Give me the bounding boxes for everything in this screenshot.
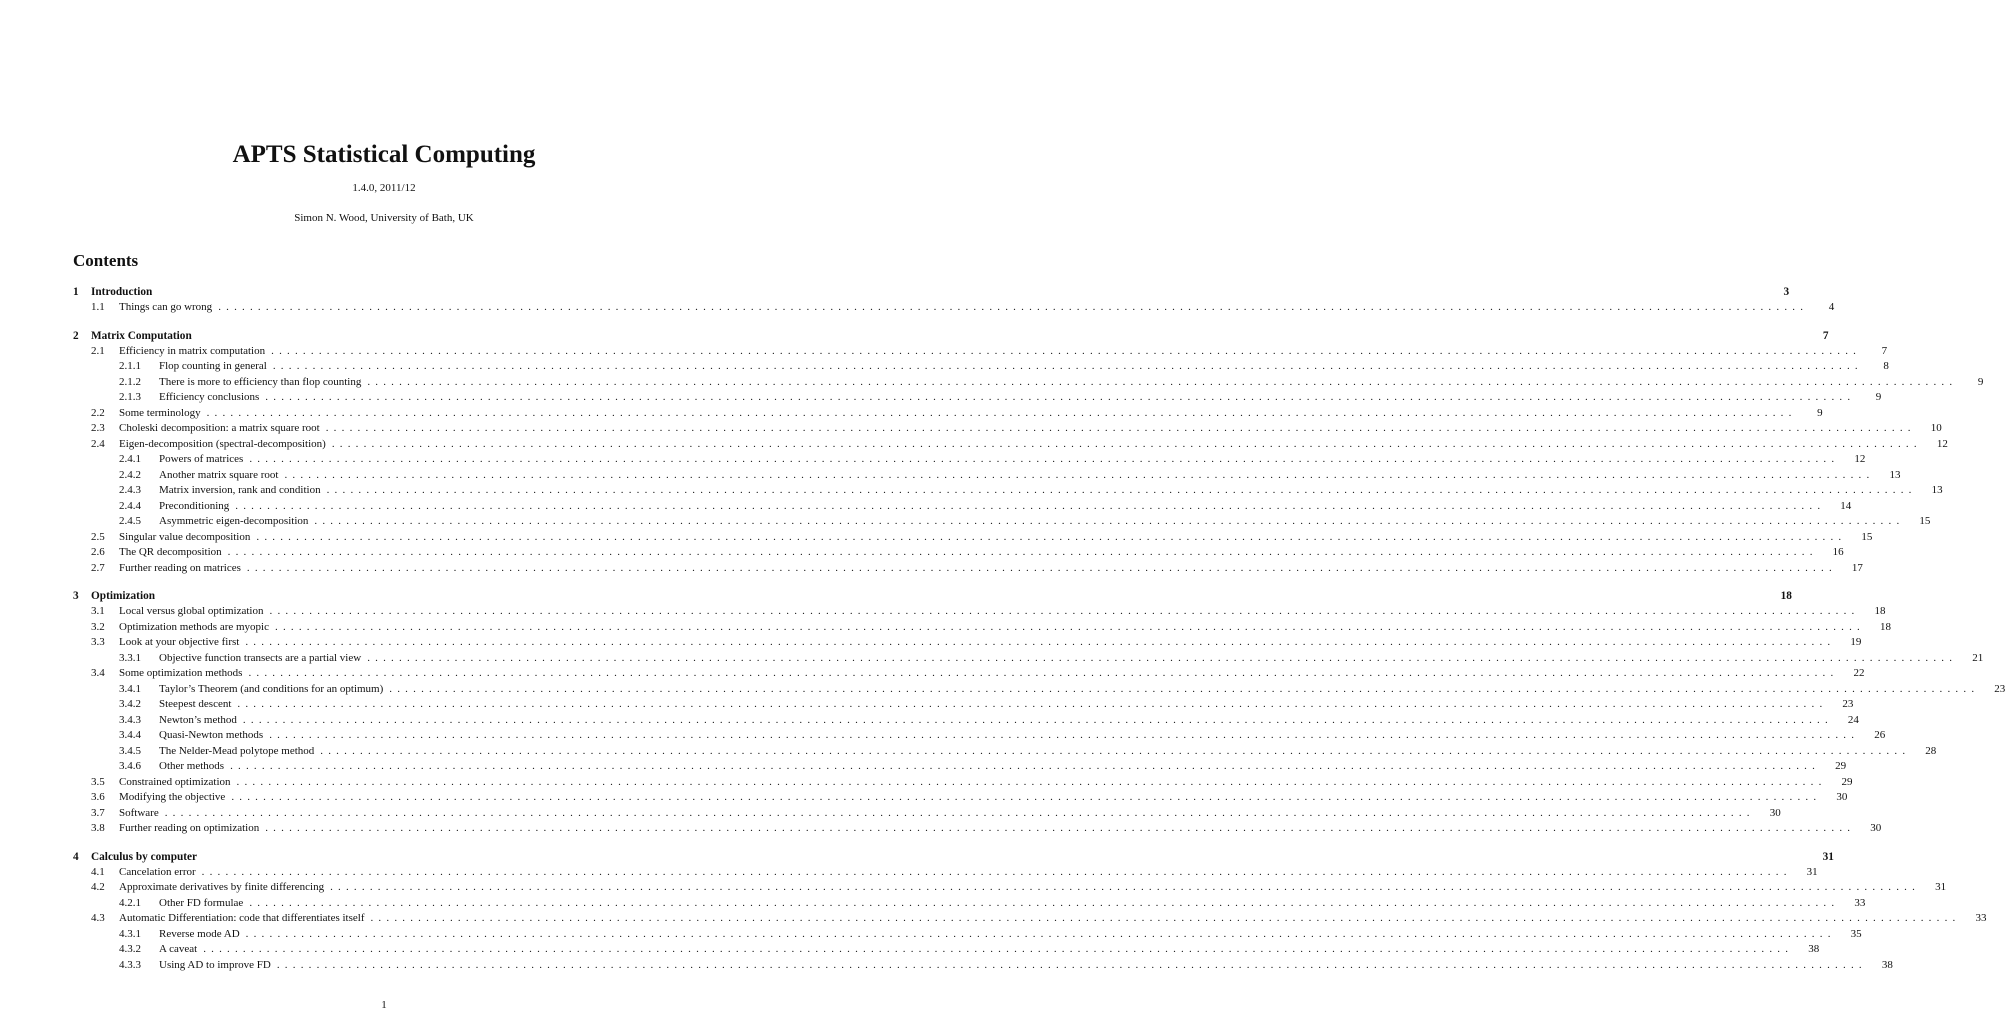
toc-title: Software <box>119 806 159 819</box>
toc-title: A caveat <box>159 943 198 955</box>
toc-subsection-entry[interactable] <box>73 896 1866 912</box>
toc-number: 2.1.3 <box>119 391 141 403</box>
toc-number: 3.5 <box>91 775 105 788</box>
toc-title: Introduction <box>91 286 153 298</box>
toc-page-number: 35 <box>1850 927 1862 940</box>
toc-leader-dots: ........................................................................................................................................................................................................ <box>330 881 1921 893</box>
toc-section-entry[interactable] <box>73 406 1823 422</box>
toc-subsection-entry[interactable] <box>73 682 2005 698</box>
toc-title: Eigen-decomposition (spectral-decomposition) <box>119 437 326 450</box>
toc-leader-dots: ........................................................................................................................................................................................................ <box>203 943 1794 955</box>
toc-page-number: 15 <box>1919 515 1931 527</box>
toc-number: 4.3.1 <box>119 927 141 940</box>
toc-subsection-entry[interactable] <box>73 713 1859 729</box>
toc-leader-dots: ........................................................................................................................................................................................................ <box>248 667 1839 679</box>
toc-title: Approximate derivatives by finite differencing <box>119 881 325 893</box>
toc-leader-dots: ........................................................................................................................................................................................................ <box>237 698 1828 710</box>
toc-number: 4 <box>73 850 79 863</box>
toc-section-entry[interactable] <box>73 604 1886 620</box>
toc-title: Preconditioning <box>159 499 230 512</box>
toc-title: Quasi-Newton methods <box>159 729 264 741</box>
toc-number: 2.4.2 <box>119 468 141 481</box>
toc-page-number: 10 <box>1930 422 1942 434</box>
toc-number: 2.2 <box>91 406 105 419</box>
toc-page-number: 38 <box>1808 943 1820 955</box>
toc-page-number: 22 <box>1853 667 1865 679</box>
toc-title: Taylor’s Theorem (and conditions for an optimum) <box>159 682 384 695</box>
toc-subsection-entry[interactable] <box>73 958 1893 974</box>
toc-page-number: 24 <box>1847 713 1859 726</box>
toc-subsection-entry[interactable] <box>73 359 1889 375</box>
toc-leader-dots: ........................................................................................................................................................................................................ <box>236 775 1827 788</box>
toc-title: Singular value decomposition <box>119 530 251 543</box>
toc-title: Local versus global optimization <box>119 605 264 617</box>
toc-page-number: 18 <box>1874 605 1886 617</box>
toc-page-number: 9 <box>1875 391 1882 403</box>
toc-page-number: 4 <box>1828 301 1835 313</box>
toc-number: 4.2.1 <box>119 896 141 909</box>
toc-subsection-entry[interactable] <box>73 651 1984 667</box>
toc-leader-dots: ........................................................................................................................................................................................................ <box>201 865 1792 878</box>
toc-number: 4.3.3 <box>119 958 141 971</box>
toc-number: 3.4.1 <box>119 682 141 695</box>
toc-subsection-entry[interactable] <box>73 499 1852 515</box>
toc-leader-dots: ........................................................................................................................................................................................................ <box>249 896 1840 909</box>
toc-page-number: 21 <box>1972 651 1984 664</box>
toc-section-entry[interactable] <box>73 821 1882 837</box>
toc-number: 3.1 <box>91 605 105 617</box>
toc-title: Further reading on optimization <box>119 822 260 834</box>
toc-number: 4.1 <box>91 865 105 878</box>
toc-chapter <box>73 328 1984 577</box>
toc-title: Optimization methods are myopic <box>119 620 269 633</box>
toc-number: 1.1 <box>91 301 105 313</box>
toc-page-number: 30 <box>1836 791 1848 803</box>
toc-leader-dots: ........................................................................................................................................................................................................ <box>276 958 1867 971</box>
toc-page-number: 31 <box>1935 881 1947 893</box>
toc-page-number: 29 <box>1841 775 1853 788</box>
toc-page-number: 16 <box>1832 546 1844 558</box>
toc-page-number: 30 <box>1769 806 1781 819</box>
toc-number: 3.4.2 <box>119 698 141 710</box>
toc-number: 3.2 <box>91 620 105 633</box>
toc-leader-dots: ........................................................................................................................................................................................................ <box>367 651 1958 664</box>
toc-page-number: 30 <box>1870 822 1882 834</box>
toc-page-number: 28 <box>1925 744 1937 757</box>
toc-page-number: 19 <box>1850 636 1862 648</box>
toc-title: Objective function transects are a partial view <box>159 651 362 664</box>
toc-page-number: 7 <box>1881 344 1888 357</box>
toc-page-number: 38 <box>1881 958 1893 971</box>
toc-title: Cancelation error <box>119 865 196 878</box>
toc-number: 3 <box>73 590 79 602</box>
toc-title: The Nelder-Mead polytope method <box>159 744 315 757</box>
toc-page-number: 29 <box>1835 760 1847 772</box>
toc-subsection-entry[interactable] <box>73 942 1820 958</box>
toc-title: Flop counting in general <box>159 360 267 372</box>
toc-chapter-entry[interactable] <box>73 849 1834 865</box>
toc-page-number: 23 <box>1994 682 2005 695</box>
toc-number: 3.6 <box>91 791 105 803</box>
toc-page-number: 33 <box>1854 896 1866 909</box>
toc-section-entry[interactable] <box>73 300 1835 316</box>
toc-leader-dots: ........................................................................................................................................................................................................ <box>314 515 1905 527</box>
document-version: 1.4.0, 2011/12 <box>352 182 416 194</box>
toc-page-number: 7 <box>1822 329 1829 342</box>
toc-number: 1 <box>73 286 79 298</box>
toc-title: Other FD formulae <box>159 896 244 909</box>
toc-page-number: 13 <box>1931 484 1943 496</box>
toc-leader-dots: ........................................................................................................................................................................................................ <box>249 453 1840 465</box>
toc-title: Calculus by computer <box>91 850 198 863</box>
toc-leader-dots: ........................................................................................................................................................................................................ <box>230 760 1821 772</box>
toc-number: 2.6 <box>91 546 105 558</box>
toc-leader-dots: ........................................................................................................................................................................................................ <box>275 620 1865 633</box>
toc-title: Some terminology <box>119 406 201 419</box>
toc-page-number: 31 <box>1806 865 1818 878</box>
toc-number: 2.7 <box>91 561 105 574</box>
toc-title: Newton’s method <box>159 713 237 726</box>
toc-leader-dots: ........................................................................................................................................................................................................ <box>265 391 1856 403</box>
toc-title: Automatic Differentiation: code that differentiates itself <box>119 912 365 924</box>
toc-section-entry[interactable] <box>73 530 1873 546</box>
toc-subsection-entry[interactable] <box>73 759 1847 775</box>
toc-number: 2.1.2 <box>119 375 141 388</box>
toc-chapter-entry[interactable] <box>73 328 1829 344</box>
toc-section-entry[interactable] <box>73 421 1942 437</box>
toc-page-number: 23 <box>1842 698 1854 710</box>
toc-page-number: 18 <box>1780 590 1792 602</box>
toc-leader-dots: ........................................................................................................................................................................................................ <box>231 791 1822 803</box>
toc-title: Some optimization methods <box>119 667 243 679</box>
toc-title: Asymmetric eigen-decomposition <box>159 515 309 527</box>
toc-page-number: 18 <box>1880 620 1891 633</box>
toc-page-number: 12 <box>1936 437 1948 450</box>
toc-subsection-entry[interactable] <box>73 468 1901 484</box>
toc-chapter <box>73 849 1987 974</box>
toc-title: There is more to efficiency than flop counting <box>159 375 362 388</box>
toc-number: 4.3 <box>91 912 105 924</box>
toc-number: 4.2 <box>91 881 105 893</box>
toc-number: 2.5 <box>91 530 105 543</box>
toc-number: 2.3 <box>91 422 105 434</box>
toc-number: 3.8 <box>91 822 105 834</box>
toc-number: 3.4.4 <box>119 729 141 741</box>
toc-leader-dots: ........................................................................................................................................................................................................ <box>206 406 1797 419</box>
toc-title: Constrained optimization <box>119 775 231 788</box>
toc-leader-dots: ........................................................................................................................................................................................................ <box>245 636 1836 648</box>
toc-title: Choleski decomposition: a matrix square root <box>119 422 320 434</box>
toc-number: 3.7 <box>91 806 105 819</box>
toc-page-number: 31 <box>1822 850 1834 863</box>
toc-title: Reverse mode AD <box>159 927 240 940</box>
toc-title: Look at your objective first <box>119 636 240 648</box>
toc-section-entry[interactable] <box>73 911 1987 927</box>
toc-page-number: 17 <box>1851 561 1863 574</box>
document-title: APTS Statistical Computing <box>232 141 536 168</box>
table-of-contents <box>73 284 2005 985</box>
toc-number: 3.3.1 <box>119 651 141 664</box>
toc-section-entry[interactable] <box>73 635 1862 651</box>
toc-title: Matrix Computation <box>91 329 192 342</box>
toc-leader-dots: ........................................................................................................................................................................................................ <box>284 468 1875 481</box>
toc-section-entry[interactable] <box>73 790 1848 806</box>
toc-page-number: 26 <box>1874 729 1886 741</box>
toc-subsection-entry[interactable] <box>73 452 1866 468</box>
toc-title: Steepest descent <box>159 698 232 710</box>
toc-leader-dots: ........................................................................................................................................................................................................ <box>245 927 1836 940</box>
toc-chapter <box>73 588 2005 837</box>
toc-page-number: 13 <box>1889 468 1901 481</box>
toc-section-entry[interactable] <box>73 865 1818 881</box>
toc-leader-dots: ........................................................................................................................................................................................................ <box>271 344 1862 357</box>
toc-number: 3.4.5 <box>119 744 141 757</box>
toc-number: 2.4.5 <box>119 515 141 527</box>
toc-subsection-entry[interactable] <box>73 375 1984 391</box>
toc-subsection-entry[interactable] <box>73 744 1937 760</box>
toc-leader-dots: ........................................................................................................................................................................................................ <box>370 912 1961 924</box>
toc-number: 2.4.4 <box>119 499 141 512</box>
toc-page-number: 9 <box>1817 406 1823 419</box>
toc-number: 2 <box>73 329 79 342</box>
toc-number: 3.4.6 <box>119 760 141 772</box>
toc-page-number: 14 <box>1840 499 1852 512</box>
toc-leader-dots: ........................................................................................................................................................................................................ <box>218 301 1809 313</box>
toc-number: 2.1.1 <box>119 360 141 372</box>
toc-section-entry[interactable] <box>73 437 1948 453</box>
toc-leader-dots: ........................................................................................................................................................................................................ <box>164 806 1755 819</box>
toc-leader-dots: ........................................................................................................................................................................................................ <box>235 499 1826 512</box>
toc-leader-dots: ........................................................................................................................................................................................................ <box>331 437 1922 450</box>
toc-title: Further reading on matrices <box>119 561 241 574</box>
toc-page-number: 33 <box>1975 912 1987 924</box>
toc-subsection-entry[interactable] <box>73 514 1931 530</box>
toc-leader-dots: ........................................................................................................................................................................................................ <box>389 682 1980 695</box>
toc-leader-dots: ........................................................................................................................................................................................................ <box>265 822 1856 834</box>
toc-page-number: 9 <box>1977 375 1984 388</box>
toc-section-entry[interactable] <box>73 775 1853 791</box>
toc-leader-dots: ........................................................................................................................................................................................................ <box>325 422 1916 434</box>
page-number: 1 <box>381 999 387 1011</box>
toc-page-number: 3 <box>1783 286 1790 298</box>
toc-leader-dots: ........................................................................................................................................................................................................ <box>326 484 1917 496</box>
toc-leader-dots: ........................................................................................................................................................................................................ <box>242 713 1833 726</box>
toc-leader-dots: ........................................................................................................................................................................................................ <box>269 605 1860 617</box>
toc-number: 2.1 <box>91 344 105 357</box>
toc-leader-dots: ........................................................................................................................................................................................................ <box>320 744 1911 757</box>
toc-title: Optimization <box>91 590 156 602</box>
toc-title: Using AD to improve FD <box>159 958 271 971</box>
toc-leader-dots: ........................................................................................................................................................................................................ <box>269 729 1860 741</box>
toc-number: 3.3 <box>91 636 105 648</box>
toc-title: Another matrix square root <box>159 468 279 481</box>
toc-section-entry[interactable] <box>73 666 1865 682</box>
toc-page-number: 15 <box>1861 530 1873 543</box>
toc-title: Other methods <box>159 760 225 772</box>
toc-leader-dots: ........................................................................................................................................................................................................ <box>256 530 1847 543</box>
toc-section-entry[interactable] <box>73 806 1781 822</box>
toc-leader-dots: ........................................................................................................................................................................................................ <box>272 360 1863 372</box>
toc-page-number: 12 <box>1854 453 1866 465</box>
toc-page-number: 8 <box>1883 360 1889 372</box>
toc-title: Powers of matrices <box>159 453 244 465</box>
toc-title: Things can go wrong <box>119 301 213 313</box>
toc-title: Matrix inversion, rank and condition <box>159 484 321 496</box>
toc-number: 3.4 <box>91 667 105 679</box>
toc-section-entry[interactable] <box>73 620 1891 636</box>
toc-number: 4.3.2 <box>119 943 141 955</box>
toc-number: 3.4.3 <box>119 713 141 726</box>
toc-chapter-entry[interactable] <box>73 588 1792 604</box>
toc-section-entry[interactable] <box>73 545 1844 561</box>
toc-title: Efficiency conclusions <box>159 391 260 403</box>
toc-title: Efficiency in matrix computation <box>119 344 266 357</box>
toc-subsection-entry[interactable] <box>73 483 1943 499</box>
toc-leader-dots: ........................................................................................................................................................................................................ <box>246 561 1837 574</box>
document-author: Simon N. Wood, University of Bath, UK <box>294 212 474 224</box>
toc-section-entry[interactable] <box>73 344 1888 360</box>
toc-section-entry[interactable] <box>73 880 1947 896</box>
toc-title: The QR decomposition <box>119 546 222 558</box>
toc-subsection-entry[interactable] <box>73 697 1854 713</box>
toc-subsection-entry[interactable] <box>73 728 1886 744</box>
toc-subsection-entry[interactable] <box>73 390 1882 406</box>
toc-chapter <box>73 284 1835 316</box>
toc-subsection-entry[interactable] <box>73 927 1862 943</box>
toc-section-entry[interactable] <box>73 561 1863 577</box>
toc-number: 2.4.1 <box>119 453 141 465</box>
toc-title: Modifying the objective <box>119 791 226 803</box>
toc-chapter-entry[interactable] <box>73 284 1790 300</box>
contents-heading: Contents <box>73 251 139 270</box>
toc-number: 2.4 <box>91 437 105 450</box>
toc-number: 2.4.3 <box>119 484 141 496</box>
toc-leader-dots: ........................................................................................................................................................................................................ <box>227 546 1818 558</box>
toc-leader-dots: ........................................................................................................................................................................................................ <box>367 375 1958 388</box>
